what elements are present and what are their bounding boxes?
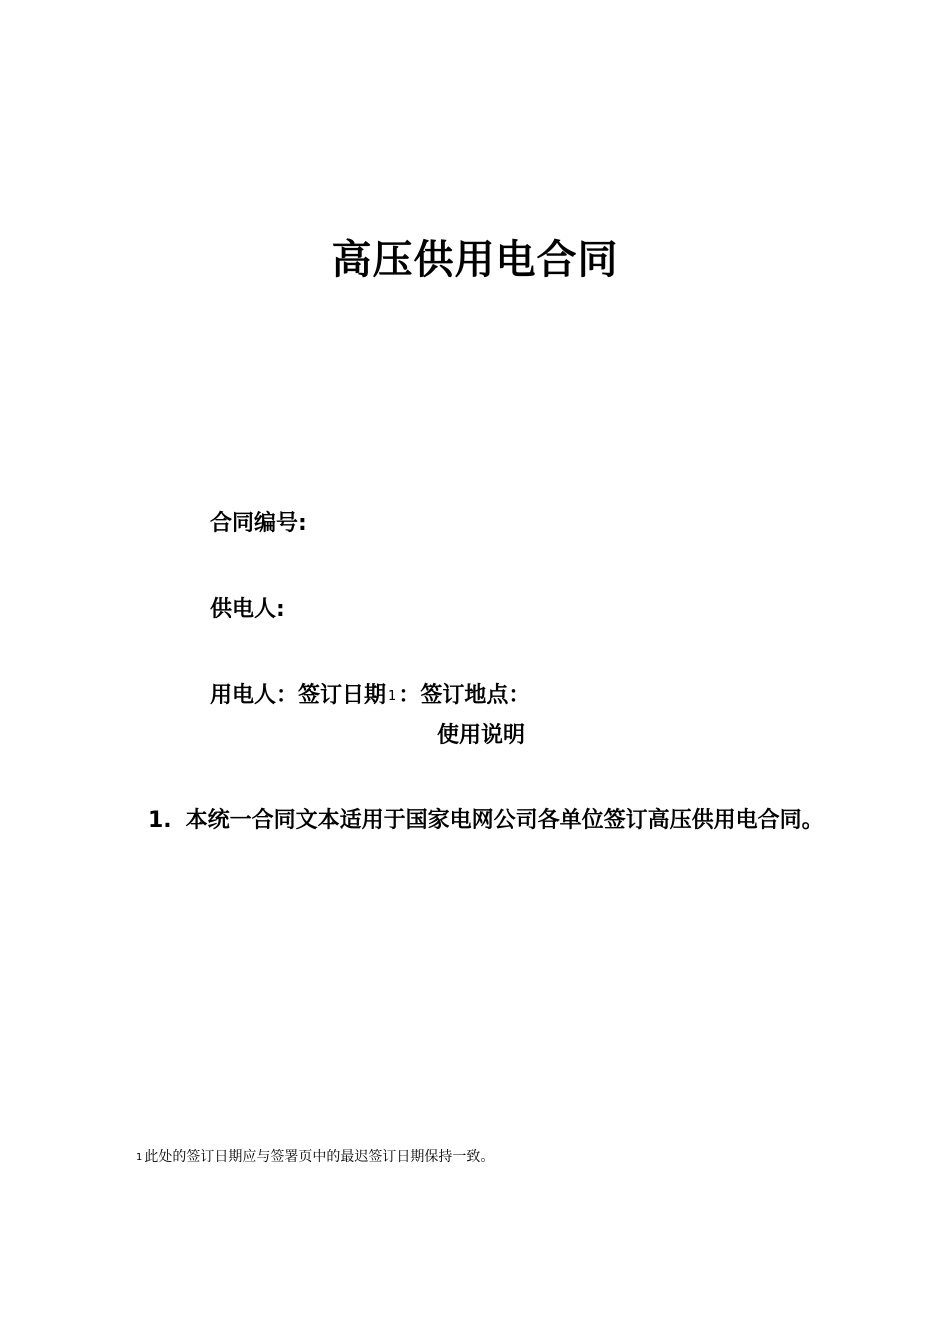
section-title: 使用说明 bbox=[436, 723, 525, 748]
instruction-paragraph bbox=[98, 800, 868, 842]
footnote-mark: 1 bbox=[136, 1152, 143, 1163]
sign-date-label: 签订日期 bbox=[298, 683, 387, 708]
footnote-reference: 1 bbox=[388, 689, 397, 704]
sign-place-label: ：签订地点： bbox=[398, 683, 531, 708]
consumer-label: 用电人： bbox=[210, 683, 299, 708]
paragraph-number: 1. bbox=[148, 808, 172, 833]
document-title: 高压供用电合同 bbox=[331, 237, 619, 283]
footnote bbox=[136, 1146, 494, 1166]
contract-number-label: 合同编号: bbox=[210, 511, 307, 536]
consumer-sign-line bbox=[210, 678, 530, 709]
footnote-text: 此处的签订日期应与签署页中的最迟签订日期保持一致。 bbox=[144, 1149, 495, 1165]
paragraph-text: 本统一合同文本适用于国家电网公司各单位签订高压供用电合同。 bbox=[185, 808, 824, 833]
supplier-label: 供电人: bbox=[210, 597, 285, 622]
